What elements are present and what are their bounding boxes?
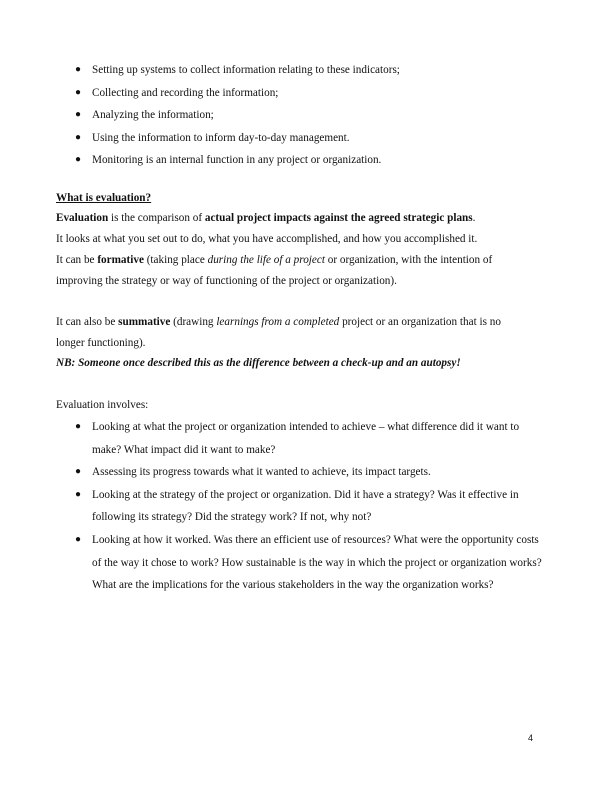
looks-at-text: It looks at what you set out to do, what you have accomplished, and how you accomplished it.	[56, 233, 478, 245]
section-heading: What is evaluation?	[56, 192, 152, 204]
monitoring-bullet-list	[0, 59, 542, 172]
bullet-icon: ●	[75, 533, 82, 545]
list-item: ● Setting up systems to collect information relating to these indicators;	[0, 59, 542, 82]
list-item: ● Assessing its progress towards what it wanted to achieve, its impact targets.	[0, 461, 547, 484]
summative-paragraph-line2: longer functioning).	[56, 337, 146, 349]
nb-note: NB: Someone once described this as the difference between a check-up and an autopsy!	[56, 357, 461, 369]
bullet-icon: ●	[75, 64, 82, 75]
bullet-icon: ●	[75, 109, 82, 121]
bullet-icon: ●	[75, 131, 82, 143]
list-item: ● Using the information to inform day-to-day management.	[0, 127, 542, 150]
list-item: ● Monitoring is an internal function in any project or organization.	[0, 149, 542, 172]
involves-label: Evaluation involves:	[56, 399, 149, 411]
definition-paragraph: Evaluation is the comparison of actual project impacts against the agreed strategic plans.	[56, 212, 476, 224]
page-number: 4	[528, 733, 534, 743]
formative-paragraph-line2: improving the strategy or way of functioning of the project or organization).	[56, 275, 397, 287]
summative-paragraph: It can also be summative (drawing learnings from a completed project or an organization that is no	[56, 316, 501, 328]
list-item: ● Looking at the strategy of the project or organization. Did it have a strategy? Was it effective in following its strategy? Did the strategy work? If not, why not?	[0, 484, 547, 529]
evaluation-bullet-list	[0, 416, 547, 597]
formative-paragraph: It can be formative (taking place during the life of a project or organization, with the intention of	[56, 254, 493, 266]
bullet-icon: ●	[75, 488, 82, 500]
bullet-icon: ●	[75, 466, 82, 478]
list-item: ● Looking at what the project or organization intended to achieve – what difference did it want to make? What impact did it want to make?	[0, 416, 547, 461]
list-item: ● Looking at how it worked. Was there an efficient use of resources? What were the opportunity costs of the way it chose to work? How sustainable is the way in which the project or organization works? What are the implications for the various stakeholders in the way the organization works?	[0, 529, 547, 597]
bullet-icon: ●	[75, 154, 82, 166]
bullet-icon: ●	[75, 421, 82, 432]
list-item: ● Collecting and recording the information;	[0, 82, 542, 105]
bullet-icon: ●	[75, 86, 82, 98]
list-item: ● Analyzing the information;	[0, 104, 542, 127]
